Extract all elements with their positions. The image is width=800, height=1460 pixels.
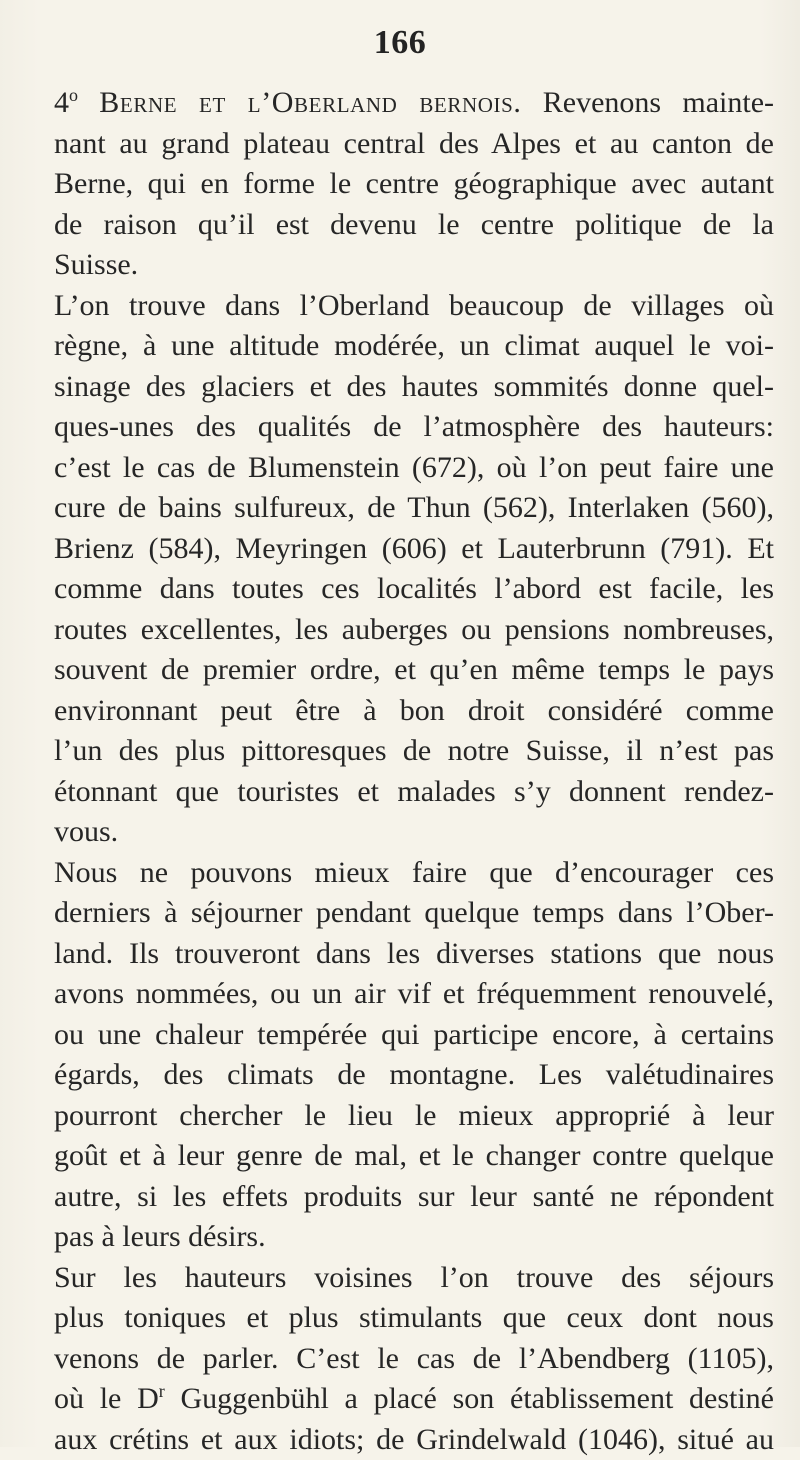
text-line [54, 1379, 774, 1420]
text-fragment: Guggenbühl a placé son établissement destiné [165, 1382, 774, 1415]
text-line: souvent de premier ordre, et qu’en même temps le pays [54, 650, 774, 691]
text-line: Nous ne pouvons mieux faire que d’encourager ces [54, 853, 774, 894]
section-number: 4 [54, 86, 69, 119]
text-line: plus toniques et plus stimulants que ceux dont nous [54, 1298, 774, 1339]
text-line: Berne, qui en forme le centre géographique avec autant [54, 164, 774, 205]
text-line: comme dans toutes ces localités l’abord est facile, les [54, 569, 774, 610]
text-line: sinage des glaciers et des hautes sommités donne quel- [54, 367, 774, 408]
text-line: vous. [54, 812, 774, 853]
text-line: ques-unes des qualités de l’atmosphère des hauteurs: [54, 407, 774, 448]
text-line: Brienz (584), Meyringen (606) et Lauterbrunn (791). Et [54, 529, 774, 570]
text-fragment: Revenons mainte- [521, 86, 774, 119]
text-line: cure de bains sulfureux, de Thun (562), Interlaken (560), [54, 488, 774, 529]
text-line: venons de parler. C’est le cas de l’Abendberg (1105), [54, 1339, 774, 1380]
text-line: pourront chercher le lieu le mieux approprié à leur [54, 1096, 774, 1137]
body-text [54, 83, 774, 1460]
text-line: avons nommées, ou un air vif et fréquemment renouvelé, [54, 974, 774, 1015]
page-number: 166 [0, 24, 800, 62]
text-fragment: où le D [54, 1382, 159, 1415]
text-line: routes excellentes, les auberges ou pensions nombreuses, [54, 610, 774, 651]
text-line: L’on trouve dans l’Oberland beaucoup de villages où [54, 286, 774, 327]
text-line: pas à leurs désirs. [54, 1217, 774, 1258]
text-line [54, 83, 774, 124]
degree-mark: o [69, 85, 78, 105]
text-line: goût et à leur genre de mal, et le changer contre quelque [54, 1136, 774, 1177]
text-line: environnant peut être à bon droit considéré comme [54, 691, 774, 732]
text-line: de raison qu’il est devenu le centre politique de la [54, 205, 774, 246]
text-line: Sur les hauteurs voisines l’on trouve des séjours [54, 1258, 774, 1299]
text-line: autre, si les effets produits sur leur santé ne répondent [54, 1177, 774, 1218]
text-line: étonnant que touristes et malades s’y donnent rendez- [54, 772, 774, 813]
text-line: land. Ils trouveront dans les diverses stations que nous [54, 934, 774, 975]
text-line: ou une chaleur tempérée qui participe encore, à certains [54, 1015, 774, 1056]
text-line: l’un des plus pittoresques de notre Suisse, il n’est pas [54, 731, 774, 772]
text-line: c’est le cas de Blumenstein (672), où l’on peut faire une [54, 448, 774, 489]
text-line: égards, des climats de montagne. Les valétudinaires [54, 1055, 774, 1096]
text-line: Suisse. [54, 245, 774, 286]
text-line: nant au grand plateau central des Alpes et au canton de [54, 124, 774, 165]
section-heading: Berne et l’Oberland bernois. [99, 86, 521, 119]
text-line: derniers à séjourner pendant quelque temps dans l’Ober- [54, 893, 774, 934]
superscript: r [159, 1381, 165, 1401]
text-line: aux crétins et aux idiots; de Grindelwald (1046), situé au [54, 1420, 774, 1460]
text-line: règne, à une altitude modérée, un climat auquel le voi- [54, 326, 774, 367]
